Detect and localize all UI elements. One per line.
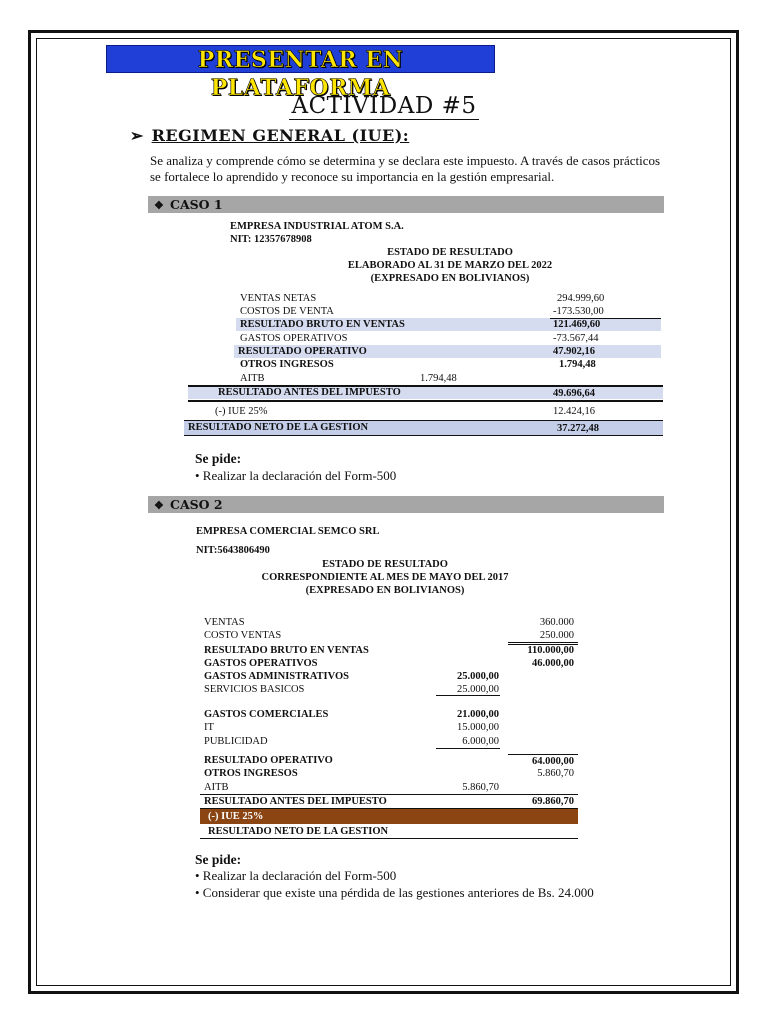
case1-iue-value: 12.424,16	[553, 406, 595, 417]
case1-task-1: • Realizar la declaración del Form-500	[195, 468, 397, 483]
case2-operativo-label: RESULTADO OPERATIVO	[204, 755, 333, 766]
case2-publicidad-label: PUBLICIDAD	[204, 736, 268, 747]
case1-rule-5	[184, 435, 663, 436]
case2-rule-7	[200, 838, 578, 839]
case1-heading-1: ESTADO DE RESULTADO	[387, 247, 513, 258]
case1-neto-label: RESULTADO NETO DE LA GESTION	[188, 422, 369, 433]
case2-antes-value: 69.860,70	[532, 796, 574, 807]
case2-iue-label: (-) IUE 25%	[208, 811, 264, 822]
case2-aitb-label: AITB	[204, 782, 229, 793]
case1-otros-label: OTROS INGRESOS	[240, 359, 334, 370]
case2-bruto-value: 110.000,00	[527, 645, 574, 656]
case1-bruto-label: RESULTADO BRUTO EN VENTAS	[240, 319, 405, 330]
case2-admin-value: 25.000,00	[457, 671, 499, 682]
case2-task-1: • Realizar la declaración del Form-500	[195, 868, 397, 883]
activity-title-text: ACTIVIDAD #5	[291, 93, 477, 119]
case1-iue-label: (-) IUE 25%	[215, 406, 268, 417]
diamond-bullet-icon: ❖	[154, 499, 164, 512]
case2-se-pide: Se pide:	[195, 852, 242, 867]
case2-gastos-op-label: GASTOS OPERATIVOS	[204, 658, 318, 669]
case2-ventas-label: VENTAS	[204, 617, 245, 628]
case2-heading-1: ESTADO DE RESULTADO	[322, 559, 448, 570]
case2-gastos-op-value: 46.000,00	[532, 658, 574, 669]
case2-publicidad-value: 6.000,00	[462, 736, 499, 747]
case2-servicios-label: SERVICIOS BASICOS	[204, 684, 305, 695]
case1-heading-3: (EXPRESADO EN BOLIVIANOS)	[370, 273, 530, 284]
case2-admin-label: GASTOS ADMINISTRATIVOS	[204, 671, 349, 682]
case2-neto-label: RESULTADO NETO DE LA GESTION	[208, 826, 389, 837]
case2-bruto-label: RESULTADO BRUTO EN VENTAS	[204, 645, 369, 656]
case2-task-2: • Considerar que existe una pérdida de las gestiones anteriores de Bs. 24.000	[195, 885, 594, 900]
case1-nit: NIT: 12357678908	[230, 234, 312, 245]
case2-comerciales-value: 21.000,00	[457, 709, 499, 720]
section-title: REGIMEN GENERAL (IUE):	[151, 126, 410, 145]
activity-title	[0, 92, 768, 120]
case2-aitb-value: 5.860,70	[462, 782, 499, 793]
case2-it-label: IT	[204, 722, 214, 733]
case2-heading-2: CORRESPONDIENTE AL MES DE MAYO DEL 2017	[261, 572, 509, 583]
case1-ventas-netas-label: VENTAS NETAS	[240, 293, 317, 304]
case1-gastos-op-value: -73.567,44	[553, 333, 599, 344]
case2-costo-label: COSTO VENTAS	[204, 630, 282, 641]
case2-operativo-value: 64.000,00	[532, 756, 574, 767]
case2-label: CASO 2	[170, 497, 223, 512]
section-heading	[130, 126, 409, 146]
case1-rule-3	[188, 400, 663, 402]
case1-ventas-netas-value: 294.999,60	[557, 293, 605, 304]
case1-bruto-value: 121.469,60	[553, 319, 601, 330]
case1-costos-venta-value: -173.530,00	[553, 306, 604, 317]
case1-otros-value: 1.794,48	[559, 359, 596, 370]
case1-label: CASO 1	[170, 197, 223, 212]
banner	[106, 45, 495, 101]
case1-operativo-label: RESULTADO OPERATIVO	[238, 346, 367, 357]
case2-header	[148, 496, 664, 513]
diamond-bullet-icon: ❖	[154, 199, 164, 212]
case2-rule-3	[436, 748, 500, 749]
case1-se-pide: Se pide:	[195, 451, 242, 466]
case2-comerciales-label: GASTOS COMERCIALES	[204, 709, 329, 720]
case1-gastos-op-label: GASTOS OPERATIVOS	[240, 333, 348, 344]
case1-aitb-value: 1.794,48	[420, 373, 457, 384]
case2-it-value: 15.000,00	[457, 722, 499, 733]
case1-antes-value: 49.696,64	[553, 388, 595, 399]
arrow-bullet-icon: ➢	[130, 126, 144, 145]
case1-antes-label: RESULTADO ANTES DEL IMPUESTO	[218, 387, 401, 398]
case1-heading-2: ELABORADO AL 31 DE MARZO DEL 2022	[347, 260, 553, 271]
banner-text: PRESENTAR EN PLATAFORMA	[197, 47, 404, 101]
case2-otros-value: 5.860,70	[537, 768, 574, 779]
case2-costo-value: 250.000	[539, 630, 574, 641]
case2-rule-1	[508, 642, 578, 643]
case2-company: EMPRESA COMERCIAL SEMCO SRL	[196, 526, 380, 537]
case2-otros-label: OTROS INGRESOS	[204, 768, 298, 779]
intro-paragraph: Se analiza y comprende cómo se determina y se declara este impuesto. A través de casos prácticos se fortalece lo aprendido y reconoce su importancia en la gestión empresarial.	[150, 153, 661, 184]
case2-antes-label: RESULTADO ANTES DEL IMPUESTO	[204, 796, 387, 807]
case2-heading-3: (EXPRESADO EN BOLIVIANOS)	[305, 585, 465, 596]
case1-neto-value: 37.272,48	[557, 423, 599, 434]
case1-company: EMPRESA INDUSTRIAL ATOM S.A.	[230, 221, 404, 232]
case1-costos-venta-label: COSTOS DE VENTA	[240, 306, 334, 317]
case1-aitb-label: AITB	[240, 373, 265, 384]
case1-header	[148, 196, 664, 213]
case2-nit: NIT:5643806490	[196, 545, 270, 556]
case1-operativo-value: 47.902,16	[553, 346, 595, 357]
case2-servicios-value: 25.000,00	[457, 684, 499, 695]
case2-ventas-value: 360.000	[539, 617, 574, 628]
